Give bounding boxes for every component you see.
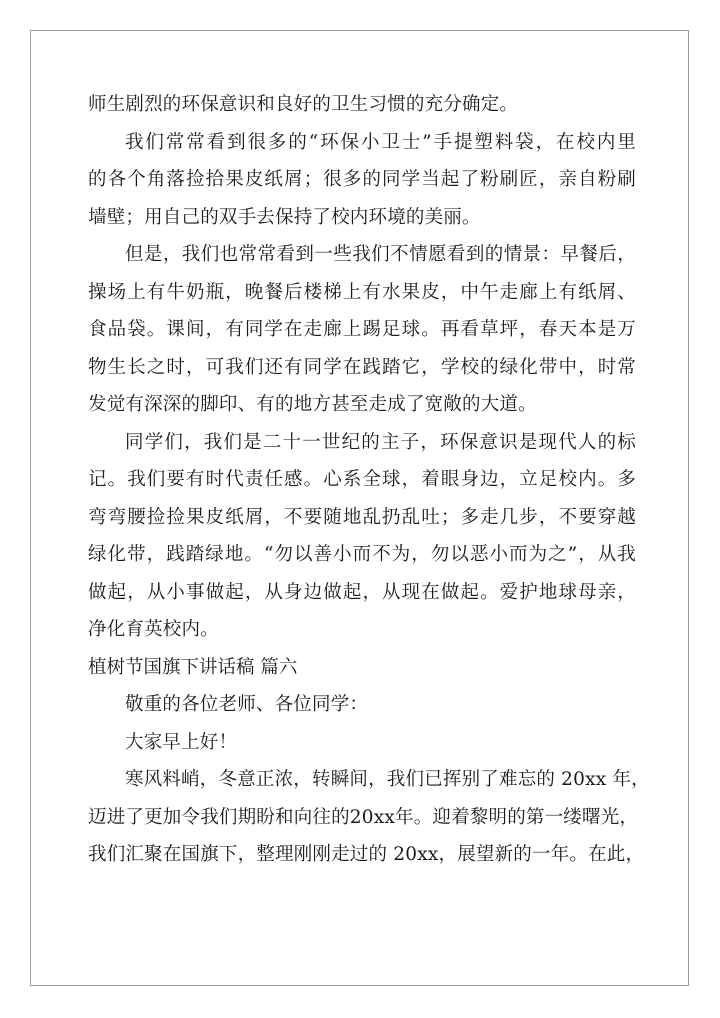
greeting: 大家早上好！ (125, 731, 238, 753)
text-line: 迈进了更加令我们期盼和向往的20xx年。迎着黎明的第一缕曙光， (88, 806, 639, 828)
text-line: 记。我们要有时代责任感。心系全球，着眼身边，立足校内。多 (88, 469, 636, 490)
paragraph-4 (88, 424, 636, 649)
text-line: 弯弯腰捡捡果皮纸屑，不要随地乱扔乱吐；多走几步，不要穿越 (88, 506, 636, 528)
paragraph-1 (88, 86, 636, 124)
text-line: 食品袋。课间，有同学在走廊上踢足球。再看草坪，春天本是万 (88, 319, 636, 340)
text-line: 做起，从小事做起，从身边做起，从现在做起。爱护地球母亲， (88, 581, 636, 603)
text-line: 我们汇聚在国旗下，整理刚刚走过的 20xx，展望新的一年。在此， (88, 844, 645, 865)
paragraph-5 (88, 761, 650, 874)
document-body (88, 86, 650, 874)
text-line: 的各个角落捡拾果皮纸屑；很多的同学当起了粉刷匠，亲自粉刷 (88, 169, 636, 190)
section-heading: 植树节国旗下讲话稿 篇六 (88, 656, 298, 678)
salutation: 敬重的各位老师、各位同学： (125, 694, 369, 715)
text-line: 我们常常看到很多的“环保小卫士”手提塑料袋，在校内里 (125, 131, 636, 153)
text-line: 绿化带，践踏绿地。“勿以善小而不为，勿以恶小而为之”，从我 (88, 544, 636, 565)
text-line: 寒风料峭，冬意正浓，转瞬间，我们已挥别了难忘的 20xx 年， (125, 769, 650, 790)
text-line: 操场上有牛奶瓶，晚餐后楼梯上有水果皮，中午走廊上有纸屑、 (88, 281, 636, 303)
paragraph-2 (88, 124, 636, 237)
text-line: 净化育英校内。 (88, 619, 219, 640)
paragraph-3 (88, 236, 636, 424)
text-line: 物生长之时，可我们还有同学在践踏它，学校的绿化带中，时常 (88, 356, 636, 378)
text-line: 墙壁；用自己的双手去保持了校内环境的美丽。 (88, 206, 481, 228)
text-line: 师生剧烈的环保意识和良好的卫生习惯的充分确定。 (88, 94, 519, 115)
text-line: 同学们，我们是二十一世纪的主子，环保意识是现代人的标 (125, 431, 636, 453)
text-line: 但是，我们也常常看到一些我们不情愿看到的情景：早餐后， (125, 244, 636, 265)
text-line: 发觉有深深的脚印、有的地方甚至走成了宽敞的大道。 (88, 394, 537, 415)
